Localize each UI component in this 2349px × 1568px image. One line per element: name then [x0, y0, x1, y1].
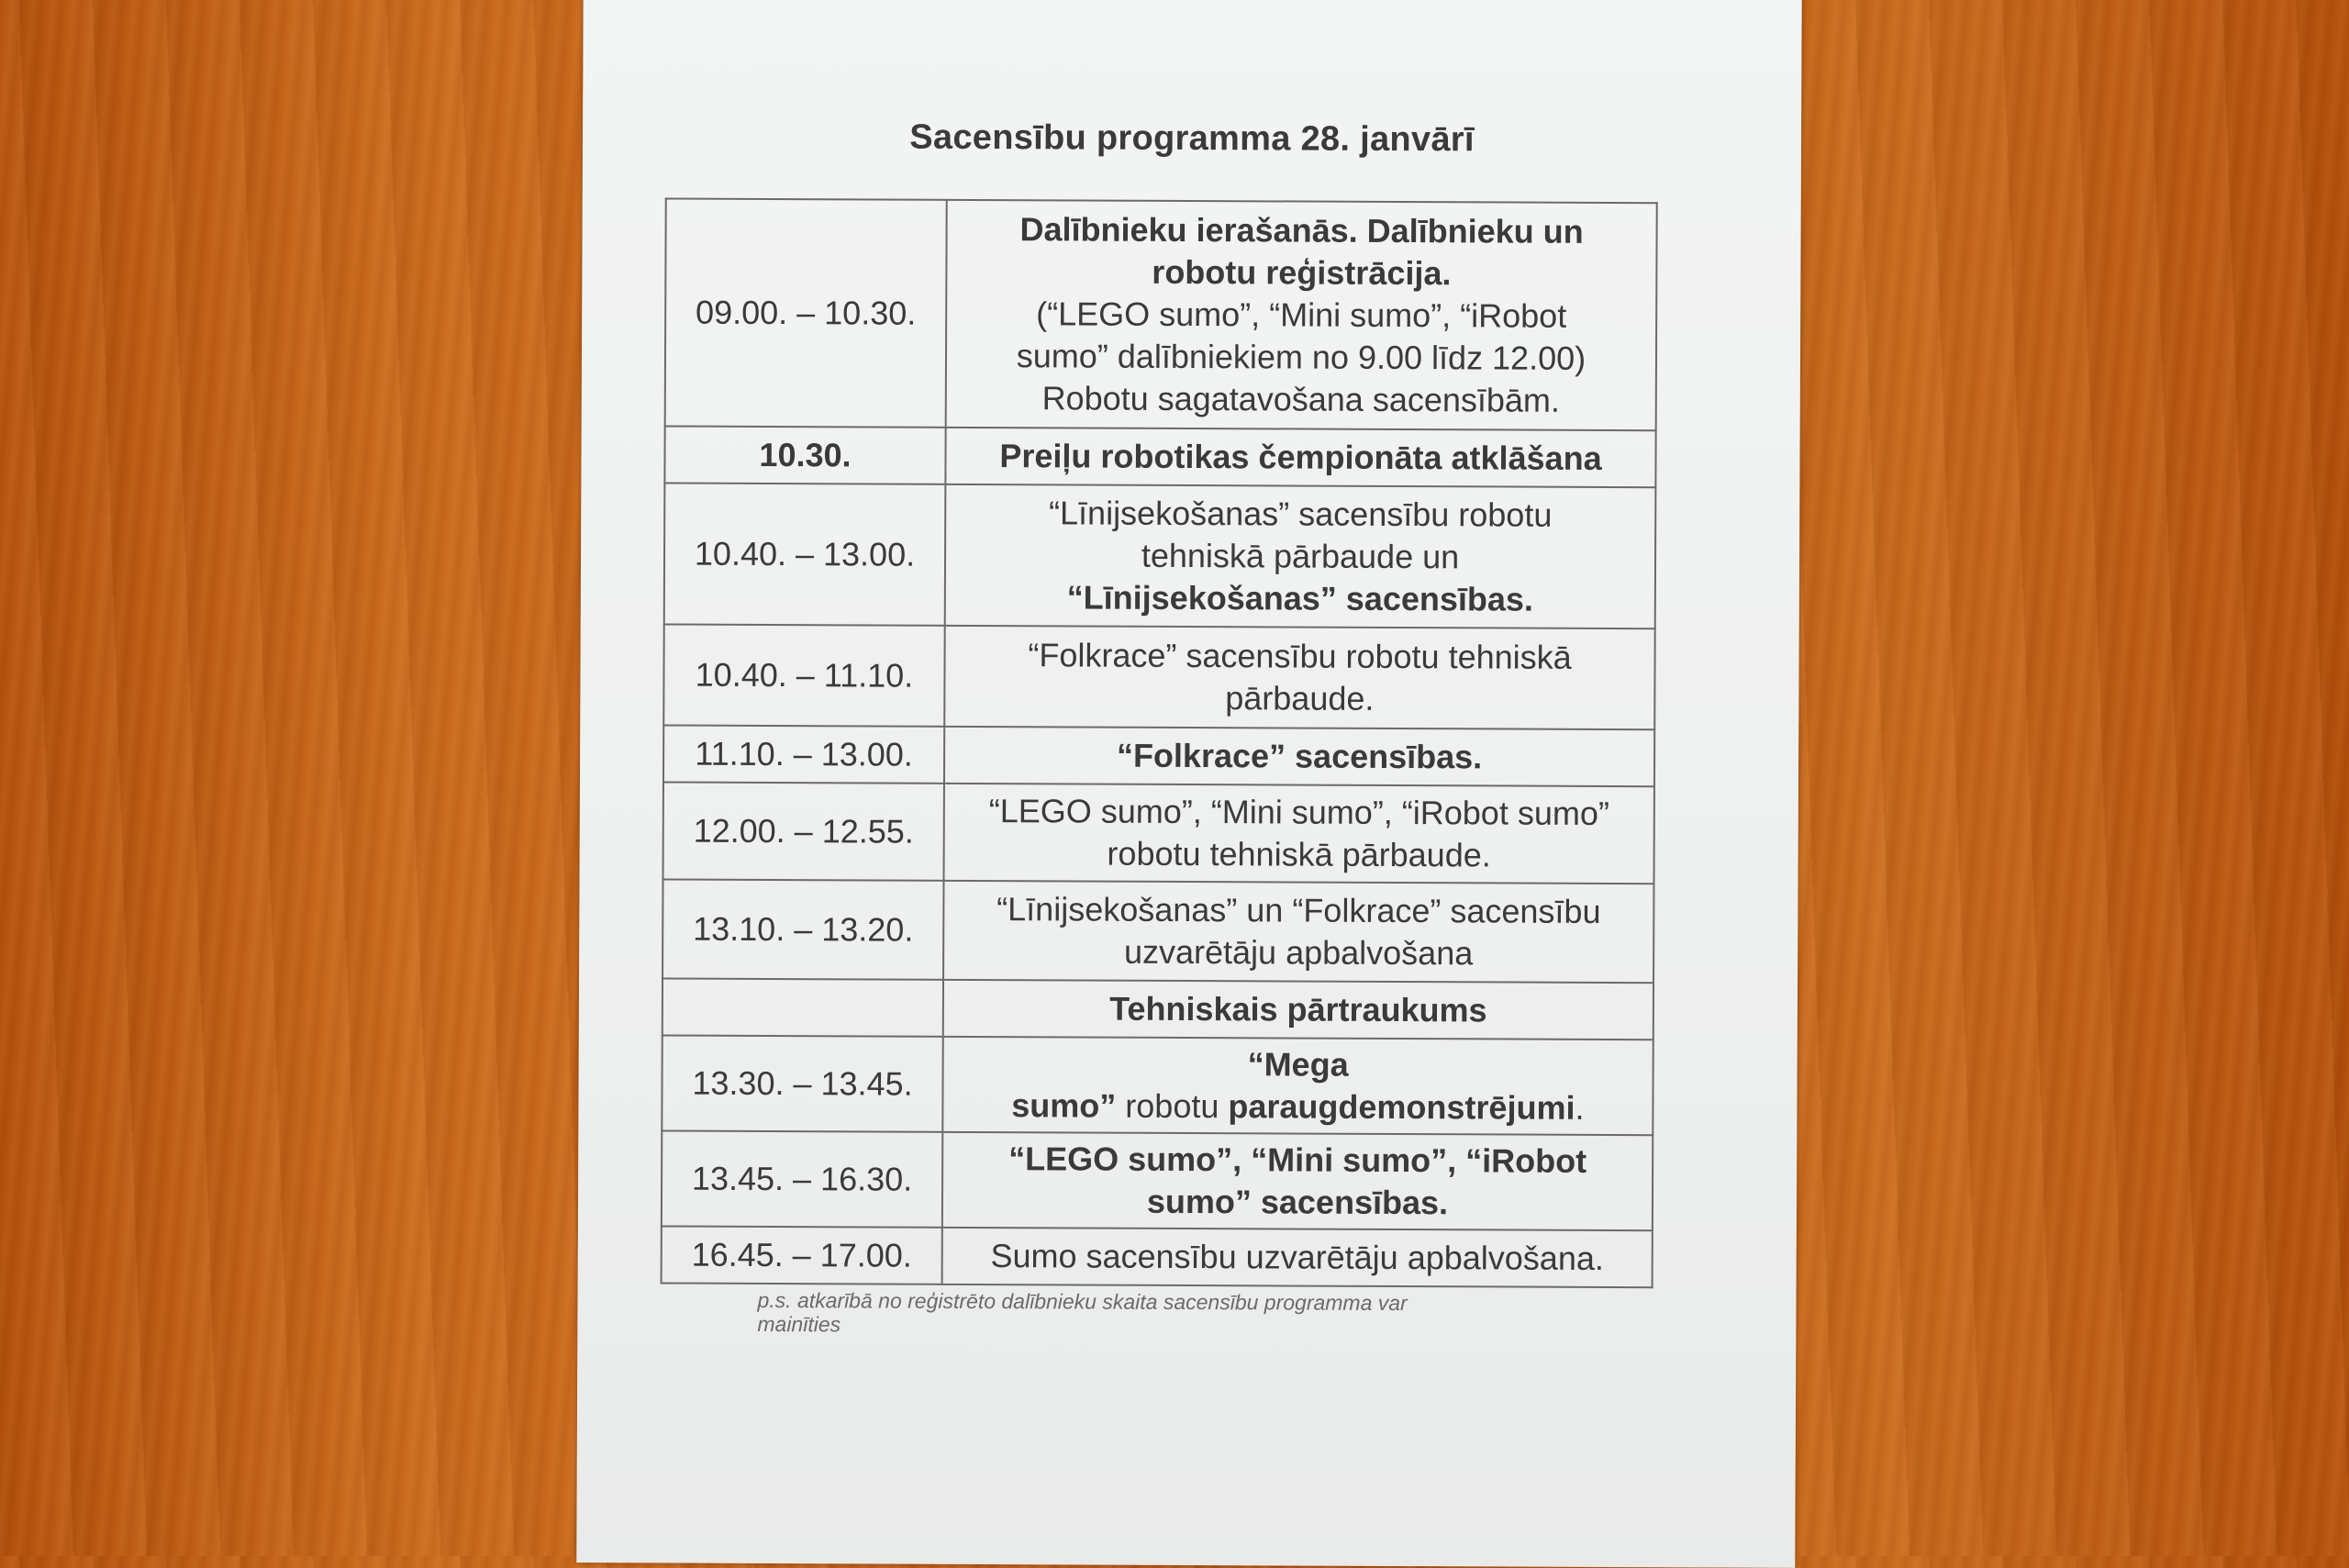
event-line: “Līnijsekošanas” un “Folkrace” sacensību — [996, 890, 1601, 930]
event-line: (“LEGO sumo”, “Mini sumo”, “iRobot — [1036, 295, 1567, 335]
event-line: “LEGO sumo”, “Mini sumo”, “iRobot sumo” — [988, 792, 1610, 832]
time-cell: 09.00. – 10.30. — [665, 199, 947, 428]
table-row — [662, 978, 1653, 1040]
event-line: sumo” dalībniekiem no 9.00 līdz 12.00) — [1016, 337, 1586, 377]
event-fragment: robotu — [1116, 1086, 1229, 1126]
event-cell — [946, 200, 1657, 430]
schedule-table — [661, 198, 1658, 1289]
event-line: sumo” sacensības. — [1146, 1182, 1449, 1222]
table-row — [663, 782, 1654, 884]
event-cell: Tehniskais pārtraukums — [943, 980, 1653, 1040]
time-cell: 13.10. – 13.20. — [662, 879, 943, 979]
event-fragment: sumo” — [1011, 1086, 1117, 1125]
footnote-line: mainīties — [757, 1311, 841, 1337]
event-fragment: paraugdemonstrējumi — [1228, 1087, 1575, 1127]
time-cell: 13.30. – 13.45. — [662, 1035, 942, 1131]
table-row — [664, 484, 1656, 629]
table-row — [662, 1226, 1653, 1287]
event-cell — [943, 881, 1653, 983]
event-cell: “Folkrace” sacensības. — [944, 727, 1654, 786]
event-line: tehniskā pārbaude un — [1141, 536, 1460, 576]
event-line: robotu tehniskā pārbaude. — [1107, 834, 1491, 874]
time-cell: 10.40. – 11.10. — [663, 625, 944, 727]
event-cell — [944, 626, 1654, 729]
event-line: robotu reģistrācija. — [1152, 252, 1452, 293]
event-cell — [942, 1132, 1653, 1230]
table-row — [664, 427, 1655, 488]
footnote-line: p.s. atkarībā no reģistrēto dalībnieku skaita sacensību programma var — [757, 1287, 1408, 1316]
table-row — [663, 726, 1654, 787]
footnote — [757, 1288, 1546, 1340]
time-cell: 12.00. – 12.55. — [663, 782, 944, 880]
event-line: “Līnijsekošanas” sacensību robotu — [1048, 494, 1553, 534]
event-cell — [944, 784, 1654, 884]
event-cell: Sumo sacensību uzvarētāju apbalvošana. — [942, 1228, 1653, 1287]
table-row — [665, 199, 1657, 431]
event-line: “Mega — [1247, 1045, 1349, 1084]
event-line: Robotu sagatavošana sacensībām. — [1041, 379, 1561, 419]
time-cell: 10.40. – 13.00. — [664, 484, 946, 626]
event-cell — [942, 1037, 1653, 1135]
event-line: “LEGO sumo”, “Mini sumo”, “iRobot — [1008, 1140, 1587, 1180]
table-row — [663, 625, 1654, 730]
time-cell: 13.45. – 16.30. — [662, 1130, 942, 1227]
time-cell: 16.45. – 17.00. — [662, 1226, 942, 1284]
event-line: Dalībnieku ierašanās. Dalībnieku un — [1019, 210, 1584, 250]
schedule-paper-sheet — [576, 0, 1801, 1568]
event-line: “Līnijsekošanas” sacensības. — [1066, 578, 1534, 618]
event-line: “Folkrace” sacensību robotu tehniskā — [1028, 636, 1572, 676]
event-cell: Preiļu robotikas čempionāta atklāšana — [945, 428, 1655, 487]
event-cell — [945, 484, 1656, 628]
table-row — [662, 879, 1653, 983]
time-cell: 10.30. — [664, 427, 945, 484]
table-row — [662, 1035, 1653, 1135]
time-cell — [662, 978, 943, 1036]
time-cell: 11.10. – 13.00. — [663, 726, 944, 784]
event-line — [952, 1084, 1642, 1129]
event-line: pārbaude. — [1225, 679, 1375, 717]
table-row — [662, 1130, 1653, 1230]
page-title: Sacensību programma 28. janvārī — [909, 117, 1475, 160]
event-fragment: . — [1575, 1088, 1585, 1127]
event-line: uzvarētāju apbalvošana — [1123, 932, 1474, 973]
